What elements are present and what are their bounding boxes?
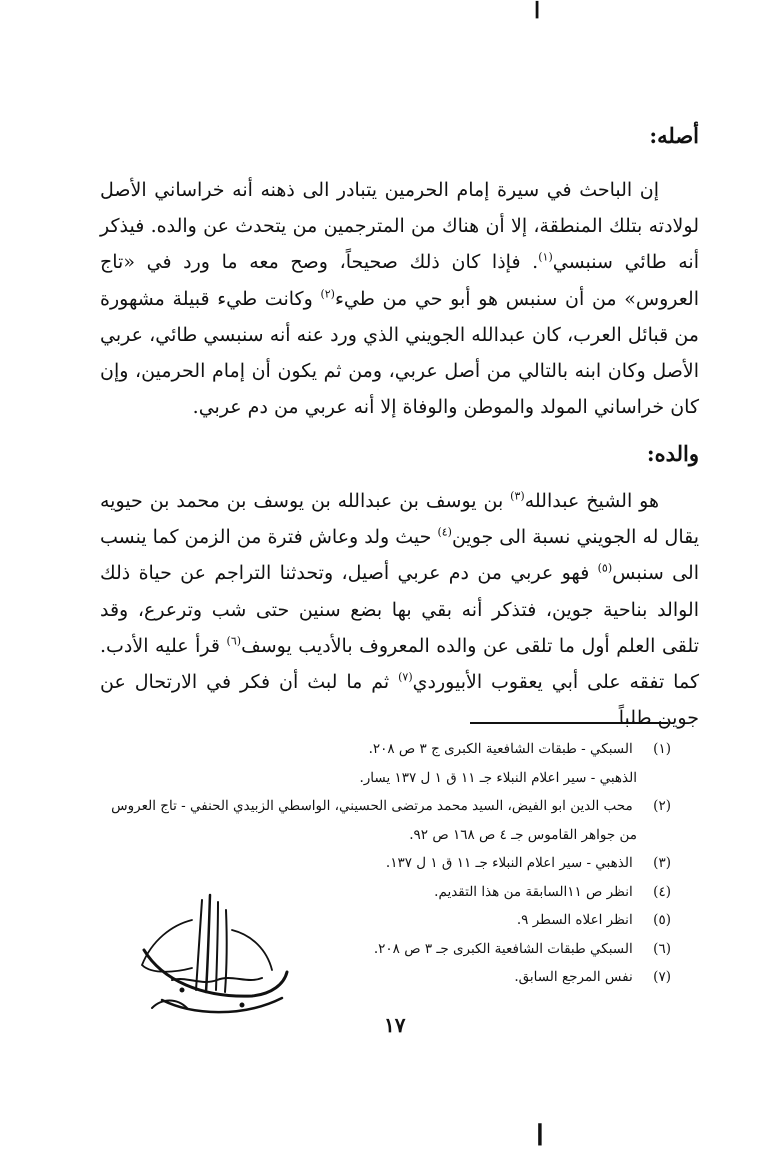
- footnote-ref-4: (٤): [437, 525, 452, 539]
- section-heading-origin: أصله:: [649, 123, 699, 148]
- footnote-ref-5: (٥): [597, 562, 613, 576]
- footnote-1-continued: الذهبي - سير اعلام النبلاء جـ ١١ ق ١ ل ١٣٧ يسار.: [359, 769, 637, 786]
- footnote-ref-3: (٣): [510, 489, 525, 503]
- footnote-4: (٤) انظر ص ١١السابقة من هذا التقديم.: [434, 883, 671, 900]
- footnote-ref-6: (٦): [226, 634, 242, 648]
- footnote-1: (١) السبكي - طبقات الشافعية الكبرى ج ٣ ص ٢٠٨.: [368, 741, 671, 757]
- paragraph-father: هو الشيخ عبدالله$^{(٣)}$ بن يوسف بن عبدالله بن يوسف بن محمد بن حيويه يقال له الجويني نسبة الى جوين$^{(٤)}$ حيث ولد وعاش فترة من الزمن كما ينسب الى سنبس$^{(٥)}$ فهو عربي من دم عربي أصيل، وتحدثنا التراجم عن حياة ذلك الوالد بناحية جوين، فتذكر أنه بقي بها بضع سنين حتى شب وترعرع، وقد تلقى العلم أول ما تلقى عن والده المعروف بالأديب يوسف$^{(٦)}$ قرأ عليه الأدب. كما تفقه على أبي يعقوب الأبيوردي$^{(٧)}$ ثم ما لبث أن فكر في الارتحال عن جوين طلباً: [100, 489, 700, 730]
- footnote-3: (٣) الذهبي - سير اعلام النبلاء جـ ١١ ق ١ ل ١٣٧.: [385, 855, 671, 871]
- paragraph-origin: إن الباحث في سيرة إمام الحرمين يتبادر الى ذهنه أنه خراساني الأصل لولادته بتلك المنطقة، إلا أن هناك من المترجمين من يتحدث عن والده. فيذكر أنه طائي سنبسي$^{(١)}$. فإذا كان ذلك صحيحاً، وصح معه ما ورد في «تاج العروس» من أن سنبس هو أبو حي من طيء$^{(٢)}$ وكانت طيء قبيلة مشهورة من قبائل العرب، كان عبدالله الجويني الذي ورد عنه أنه سنبسي طائي، عربي الأصل وكان ابنه بالتالي من أصل عربي، ومن ثم يكون أن إمام الحرمين، وإن كان خراساني المولد والموطن والوفاة إلا أنه عربي من دم عربي.: [100, 179, 699, 419]
- footnote-divider: [470, 722, 668, 724]
- section-heading-father: والده:: [646, 441, 699, 466]
- footnote-6: (٦) السبكي طبقات الشافعية الكبرى جـ ٣ ص ٢٠٨.: [373, 940, 671, 957]
- calligraphic-signature: [132, 880, 292, 1030]
- footnote-7: (٧) نفس المرجع السابق.: [514, 969, 671, 985]
- footnote-2: (٢) محب الدين ابو الفيض، السيد محمد مرتضى الحسيني، الواسطي الزبيدي الحنفي - تاج العروس: [111, 798, 671, 814]
- footnote-ref-2: (٢): [320, 287, 335, 301]
- page-number: ١٧: [384, 1013, 406, 1037]
- top-margin-mark: ا: [534, 0, 541, 24]
- footnote-2-continued: من جواهر القاموس جـ ٤ ص ١٦٨ ص ٩٢.: [409, 826, 637, 843]
- footnote-ref-7: (٧): [398, 670, 413, 684]
- bottom-margin-mark: ا: [536, 1119, 544, 1152]
- footnote-ref-1: (١): [538, 251, 553, 265]
- footnote-5: (٥) انظر اعلاه السطر ٩.: [516, 912, 671, 928]
